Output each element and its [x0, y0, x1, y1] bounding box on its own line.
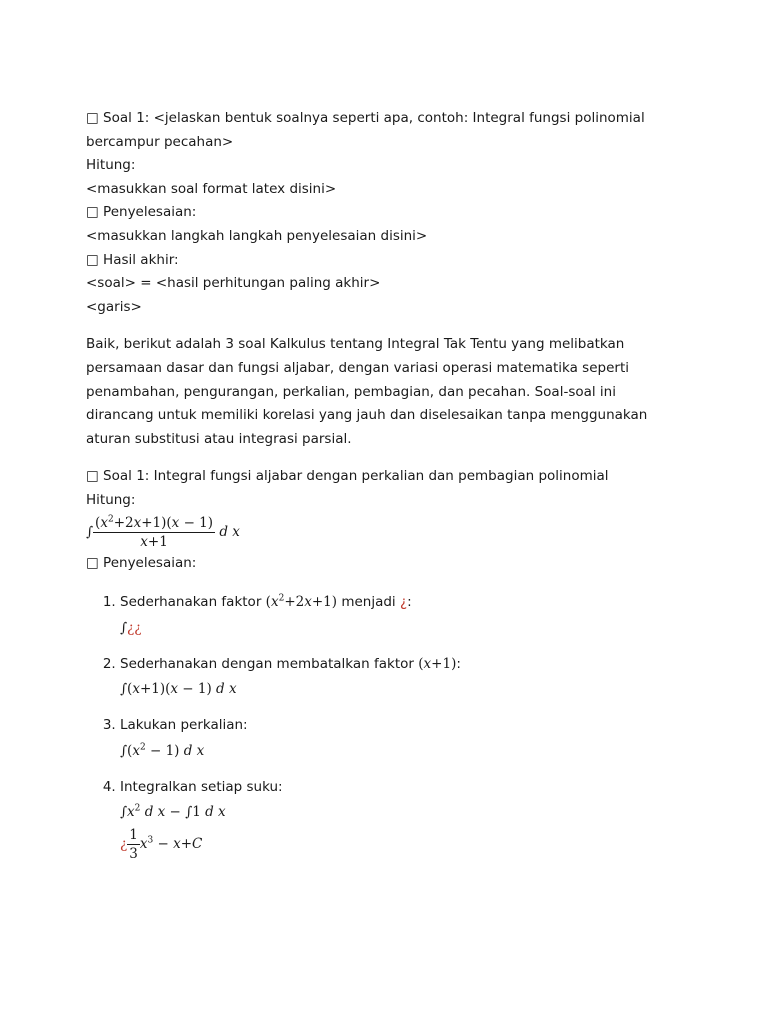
template-penyelesaian: □ Penyelesaian: — [86, 204, 197, 221]
step-4 — [120, 776, 686, 863]
step-1-text: Sederhanakan faktor — [120, 594, 262, 611]
step-3-text: Lakukan perkalian: — [120, 717, 248, 734]
template-steps-placeholder: <masukkan langkah langkah penyelesaian disini> — [86, 227, 428, 244]
template-garis: <garis> — [86, 298, 142, 315]
step-3 — [120, 714, 686, 764]
step-4-math-b: ¿ $\frac{1}{3}$ $x^3 - x+C$ — [120, 827, 203, 863]
intro-paragraph: Baik, berikut adalah 3 soal Kalkulus tentang Integral Tak Tentu yang melibatkan persamaan dasar dan fungsi aljabar, dengan variasi operasi matematika seperti penambahan, pengurangan, perkalian, pembagian, dan pecahan. Soal-soal ini dirancang untuk memiliki korelasi yang jauh dan diselesaikan tanpa menggunakan aturan substitusi atau integrasi parsial. — [86, 336, 648, 447]
problem1-integral: ∫ $\frac{(x^2+2x+1)(x - 1)}{x+1}$ d x — [86, 514, 240, 550]
problem1-hitung: Hitung: — [86, 491, 136, 508]
step-3-math: $\int(x^2 - 1)$ d x — [120, 742, 205, 759]
step-1-math: ∫¿¿ — [120, 619, 142, 636]
template-result-placeholder: <soal> = <hasil perhitungan paling akhir> — [86, 275, 381, 292]
step-2-math: ∫(x+1)(x − 1) d x — [120, 681, 237, 698]
template-latex-placeholder: <masukkan soal format latex disini> — [86, 180, 337, 197]
solution-steps — [86, 591, 686, 862]
step-4-math-a: $\int x^2$ d x − ∫1 d x — [120, 803, 226, 821]
problem1-penyelesaian: □ Penyelesaian: — [86, 554, 197, 571]
document-body — [86, 107, 686, 874]
step-2-text: Sederhanakan dengan membatalkan faktor — [120, 655, 414, 672]
step-2-factor: (x+1) — [418, 655, 457, 672]
step-4-text: Integralkan setiap suku: — [120, 778, 283, 795]
step-1-missing-glyph: ¿ — [399, 594, 408, 611]
step-1-suffix: menjadi — [341, 594, 396, 611]
step-1-factor: $(x^2+2x+1)$ — [265, 593, 338, 611]
problem1-title: □ Soal 1: Integral fungsi aljabar dengan perkalian dan pembagian polinomial — [86, 468, 609, 485]
template-soal-line: □ Soal 1: <jelaskan bentuk soalnya seperti apa, contoh: Integral fungsi polinomial bercampur pecahan> — [86, 110, 645, 150]
template-hasil: □ Hasil akhir: — [86, 251, 179, 268]
step-1: 1. Sederhanakan faktor $(x^2+2x+1)$ menjadi ¿: ∫¿¿ — [120, 591, 686, 641]
template-hitung: Hitung: — [86, 157, 136, 174]
step-2: 2. Sederhanakan dengan membatalkan faktor (x+1): ∫(x+1)(x − 1) d x — [120, 653, 686, 703]
